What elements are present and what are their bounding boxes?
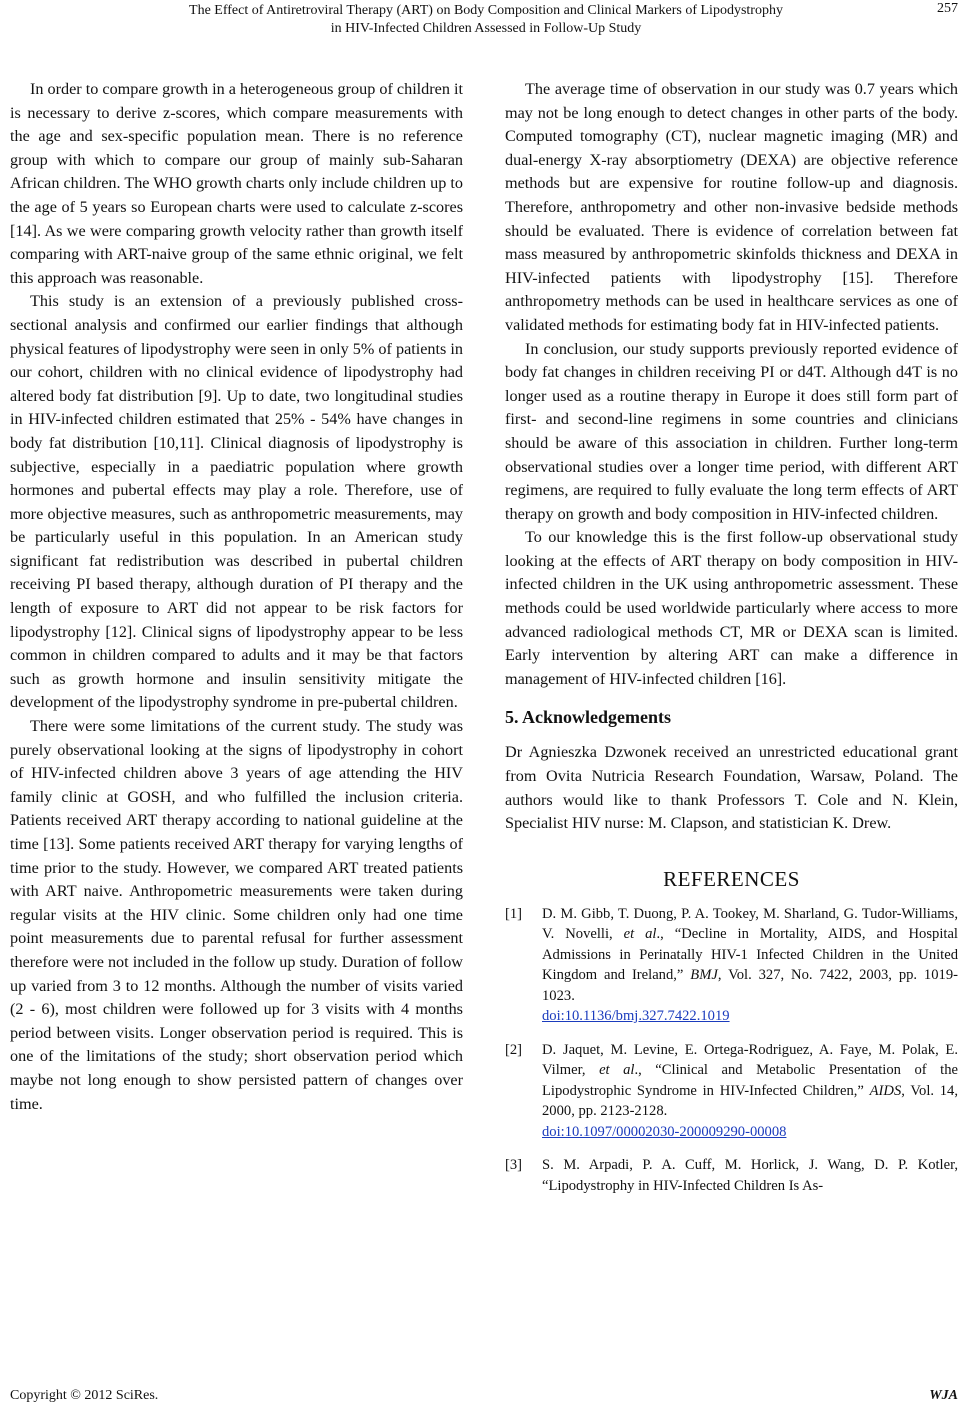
reference-details: , Vol. 14, 2000, pp. 2123-2128. [542,1082,958,1120]
header-title-line-2: in HIV-Infected Children Assessed in Follow-Up Study [330,21,642,36]
reference-title: ., “Clinical and Metabolic Presentation of the Lipodystrophic Syndrome in HIV-Infected Children,” [542,1062,958,1099]
reference-item [505,904,958,1027]
header-title-line-1: The Effect of Antiretroviral Therapy (ART) on Body Composition and Clinical Markers of Lipodystrophy [189,3,783,18]
copyright-notice: Copyright © 2012 SciRes. [10,1388,159,1403]
left-column [10,78,463,1116]
body-paragraph: There were some limitations of the current study. The study was purely observational looking at the signs of lipodystrophy in cohort of HIV-infected children above 3 years of age attending the HIV family clinic at GOSH, and who fulfilled the inclusion criteria. Patients received ART therapy according to national guideline at the time [13]. Some patients received ART therapy for varying lengths of time prior to the study. However, we compared ART treated patients with ART naive. Anthropometric measurements were taken during regular visits at the HIV clinic. Some children only had one time point measurements due to parental refusal for further assessment therefore were not included in the follow up study. Duration of follow up varied from 3 to 12 months. Although the number of visits varied (2 - 6), most children were followed up for 3 visits with 4 months period between visits. Longer observation period is required. This is one of the limitations of the study; short observation period which maybe not long enough to show persisted pattern of changes over time. [10,717,463,1113]
reference-number: [1] [505,905,523,922]
acknowledgements-heading: 5. Acknowledgements [505,707,671,728]
reference-item [505,1155,958,1196]
acknowledgements-text: Dr Agnieszka Dzwonek received an unrestricted educational grant from Ovita Nutricia Research Foundation, Warsaw, Poland. The authors would like to thank Professors T. Cole and N. Klein, Specialist HIV nurse: M. Clapson, and statistician K. Drew. [505,743,958,833]
references-heading: REFERENCES [663,866,800,891]
body-paragraph: This study is an extension of a previously published cross-sectional analysis and confirmed our earlier findings that although physical features of lipodystrophy were seen in only 5% of patients in our cohort, children with no clinical evidence of lipodystrophy had altered body fat distribution [9]. Up to date, two longitudinal studies in HIV-infected children estimated that 25% - 54% have changes in body fat distribution [10,11]. Clinical diagnosis of lipodystrophy is subjective, especially in a paediatric population where growth hormones and pubertal effects may play a role. Therefore, use of more objective measures, such as anthropometric measurements, may be particularly useful in this population. In an American study significant fat redistribution was described in pubertal children receiving PI based therapy, although duration of PI therapy and the length of exposure to ART did not appear to be risk factors for lipodystrophy [12]. Clinical signs of lipodystrophy appear to be less common in children compared to adults and it may be that factors such as growth hormone and insulin sensitivity mitigate the development of the lipodystrophy syndrome in pre-pubertal children. [10,292,463,712]
body-paragraph: The average time of observation in our study was 0.7 years which may not be long enough to detect changes in other parts of the body. Computed tomography (CT), nuclear magnetic imaging (MR) and dual-energy X-ray absorptiometry (DEXA) are objective reference methods but are expensive for routine follow-up and diagnosis. Therefore, anthropometry and other non-invasive bedside methods should be evaluated. There is evidence of correlation between fat mass measured by anthropometric skinfolds thickness and DEXA in HIV-infected patients with lipodystrophy [15]. Therefore anthropometry methods can be used in healthcare services as one of validated methods for estimating body fat in HIV-infected patients. [505,80,958,334]
running-header [0,0,968,50]
reference-authors: D. M. Gibb, T. Duong, P. A. Tookey, M. Sharland, G. Tudor-Williams, V. Novelli, [542,905,958,943]
reference-journal: AIDS [869,1082,902,1099]
reference-doi-link[interactable]: doi:10.1097/00002030-200009290-00008 [542,1123,787,1140]
reference-etal: et al [623,926,657,943]
reference-journal: BMJ [690,967,718,984]
page-number: 257 [937,1,958,16]
reference-authors: S. M. Arpadi, P. A. Cuff, M. Horlick, J. Wang, D. P. Kotler, “Lipodystrophy in HIV-Infected Children Is As- [542,1157,958,1194]
reference-authors: D. Jaquet, M. Levine, E. Ortega-Rodriguez, A. Faye, M. Polak, E. Vilmer, [542,1041,958,1079]
reference-text [542,1155,958,1196]
reference-title: ., “Decline in Mortality, AIDS, and Hospital Admissions in Perinatally HIV-1 Infected Children in the United Kingdom and Ireland,” [542,926,958,984]
reference-details: , Vol. 327, No. 7422, 2003, pp. 1019-1023. [542,967,958,1004]
reference-number: [2] [505,1041,523,1058]
reference-etal: et al [599,1062,635,1079]
reference-number: [3] [505,1157,523,1174]
body-paragraph: In conclusion, our study supports previously reported evidence of body fat changes in children receiving PI or d4T. Although d4T is no longer used as a routine therapy in Europe it does still form part of first- and second-line regimens in some countries and clinicians should be aware of this association in children. Further long-term observational studies over a longer time period, with different ART regimens, are required to fully evaluate the long term effects of ART therapy on growth and body composition in HIV-infected children. [505,339,958,523]
journal-abbreviation: WJA [929,1388,958,1403]
right-column [505,78,958,1209]
reference-text [542,904,958,1027]
body-paragraph: To our knowledge this is the first follow-up observational study looking at the effects of ART therapy on body composition in HIV-infected children in the UK using anthropometric assessment. These methods could be used worldwide particularly where access to more advanced radiological methods CT, MR or DEXA scan is limited. Early intervention by altering ART can make a difference in management of HIV-infected children [16]. [505,528,958,688]
reference-item [505,1040,958,1143]
reference-doi-link[interactable]: doi:10.1136/bmj.327.7422.1019 [542,1008,730,1025]
reference-text [542,1040,958,1143]
body-paragraph: In order to compare growth in a heterogeneous group of children it is necessary to derive z-scores, which compare measurements with the age and sex-specific population mean. There is no reference group with which to compare our group of mainly sub-Saharan African children. The WHO growth charts only include children up to the age of 5 years so European charts were used to calculate z-scores [14]. As we were comparing growth velocity rather than growth itself comparing with ART-naive group of the same ethnic original, we felt this approach was reasonable. [10,80,463,287]
